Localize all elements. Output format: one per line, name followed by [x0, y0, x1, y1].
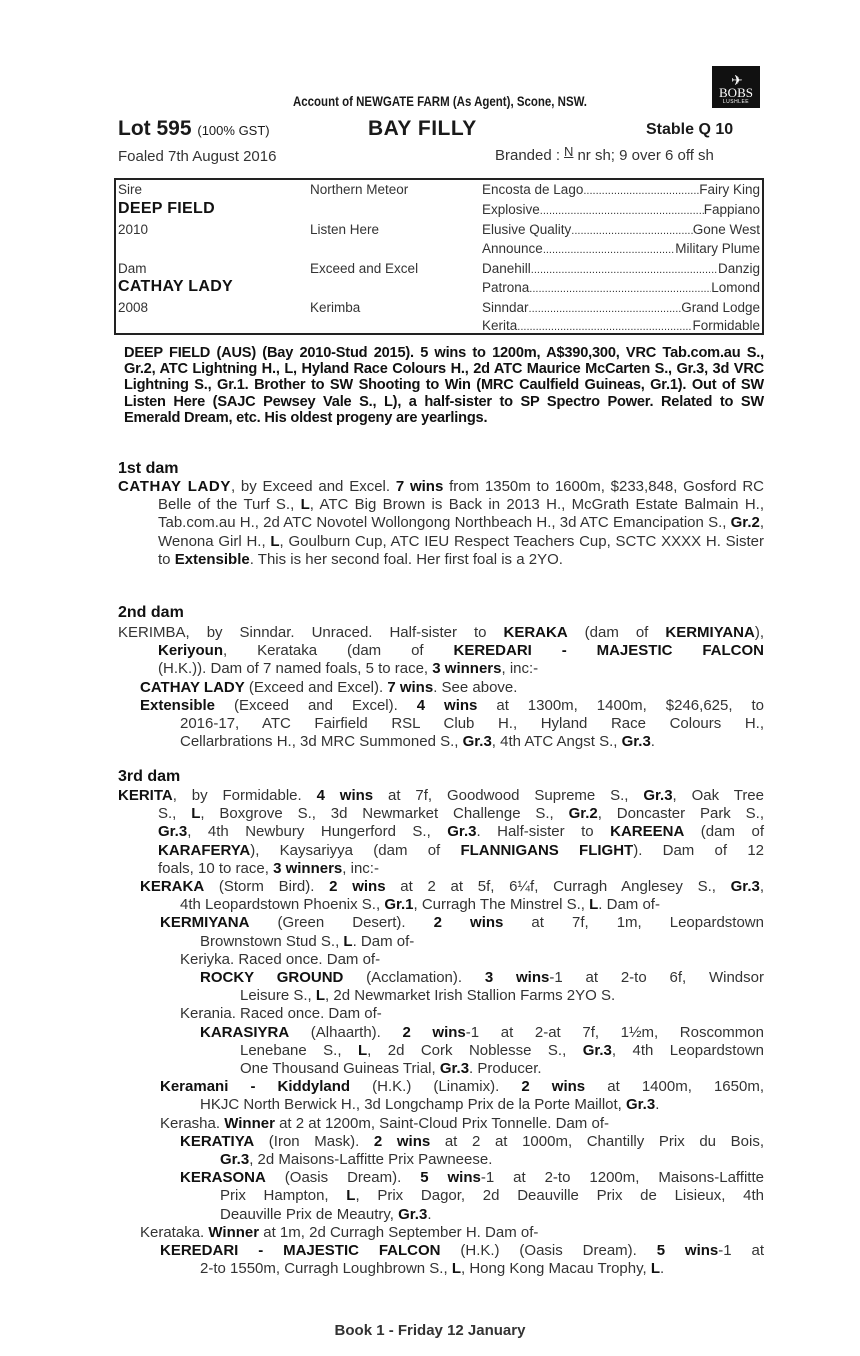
ancestor-sire: Fappiano: [703, 202, 760, 217]
bold-text: 7 wins: [387, 678, 434, 696]
dam-name: CATHAY LADY: [118, 278, 234, 295]
sibling-name: Extensible: [174, 550, 250, 568]
text: (dam of: [684, 823, 764, 841]
text: , Prix Dagor, 2d Deauville Prix de Lisieux, 4th: [355, 1187, 764, 1205]
bold-text: Gr.3: [220, 1151, 250, 1168]
ancestor-sire: Grand Lodge: [681, 300, 760, 315]
text: ,: [759, 878, 764, 895]
text: . Dam of-: [352, 932, 415, 950]
dam-year: 2008: [118, 300, 149, 315]
pedigree-line: [158, 860, 379, 878]
text: (H.K.) (Oasis Dream).: [440, 1242, 657, 1259]
pedigree-line: [200, 969, 764, 987]
text: ). Dam of 12: [633, 841, 765, 859]
brand-info: [495, 144, 714, 164]
text: .: [427, 1205, 432, 1223]
ancestor-sire: Military Plume: [675, 241, 760, 256]
pedigree-line: [240, 1060, 542, 1078]
bold-text: Gr.1: [384, 896, 414, 914]
dam-dam: Kerimba: [310, 300, 361, 315]
first-dam-record: [118, 478, 764, 569]
dam-sire: Exceed and Excel: [310, 261, 419, 276]
sire-dam: Listen Here: [310, 222, 380, 237]
pedigree-line: [220, 1206, 431, 1224]
pedigree-line: [140, 878, 764, 896]
text: (dam of: [567, 624, 666, 641]
text: (Exceed and Excel).: [244, 678, 388, 696]
listed: L: [300, 496, 310, 514]
foaled-date: Foaled 7th August 2016: [118, 148, 277, 165]
ancestor-sire: Danzig: [717, 261, 760, 276]
text: . Half-sister to: [476, 823, 611, 841]
ancestor: Explosive: [482, 202, 540, 217]
pedigree-line: [180, 1005, 382, 1023]
text: Leisure S.,: [240, 987, 316, 1005]
ancestor: Danehill: [482, 261, 531, 276]
leader-dots: [543, 241, 675, 256]
pedigree-line: [180, 951, 380, 969]
lot-title: BAY FILLY: [368, 117, 477, 140]
text: at 2 at 5f, 6¼f, Curragh Anglesey S.,: [385, 878, 731, 895]
sire-label: Sire: [118, 182, 143, 197]
text: HKJC North Berwick H., 3d Longchamp Prix de la Porte Maillot,: [200, 1096, 626, 1114]
leader-dots: [529, 280, 711, 295]
text: Kerania. Raced once. Dam of-: [180, 1005, 382, 1023]
text: , inc:-: [342, 859, 379, 877]
ancestor: Encosta de Lago: [482, 182, 584, 197]
lot-label: Lot 595: [118, 117, 192, 140]
pedigree-line: [160, 1078, 764, 1096]
bold-text: CATHAY LADY: [140, 678, 245, 696]
bold-text: KERATIYA: [180, 1132, 255, 1150]
text: at 1400m, 1650m,: [585, 1078, 764, 1096]
text: , 4th Leopardstown: [611, 1041, 764, 1059]
ancestor-sire: Formidable: [692, 318, 760, 333]
pedigree-line: [180, 715, 764, 733]
text: , ATC Big Brown is Back in 2013 H., McGrath Estate Balmain H., Tab.com.au H., 2d ATC Novotel Wollongong Northbeach H., 3d ATC Emancipation S.,: [158, 496, 765, 532]
bold-text: KERITA: [118, 787, 173, 804]
bold-text: L: [357, 1041, 368, 1059]
bold-text: FLANNIGANS FLIGHT: [460, 841, 634, 859]
text: 2016-17, ATC Fairfield RSL Club H., Hyland Race Colours H.,: [180, 715, 764, 732]
pedigree-line: [180, 896, 660, 914]
ancestor: Announce: [482, 241, 543, 256]
text: Keriyka. Raced once. Dam of-: [180, 950, 381, 968]
bold-text: KARAFERYA: [158, 841, 251, 859]
text: , inc:-: [501, 660, 539, 678]
text: (Alhaarth).: [289, 1023, 403, 1041]
bold-text: L: [589, 896, 599, 914]
text: at 2 at 1200m, Saint-Cloud Prix Tonnelle. Dam of-: [274, 1114, 609, 1132]
text: (Storm Bird).: [204, 878, 330, 895]
text: , Curragh The Minstrel S.,: [413, 896, 590, 914]
text: at 1300m, 1400m, $246,625, to: [477, 696, 764, 714]
dam-name: CATHAY LADY: [118, 478, 231, 495]
listed: L: [270, 532, 280, 550]
pedigree-line: [158, 842, 764, 860]
ancestor-sire: Lomond: [711, 280, 760, 295]
brand-detail: nr sh; 9 over 6 off sh: [577, 147, 714, 164]
text: , 4th Newbury Hungerford S.,: [187, 823, 448, 841]
text: .: [650, 733, 655, 751]
bold-text: 2 wins: [373, 1132, 431, 1150]
leader-dots: [531, 261, 718, 276]
bold-text: KERMIYANA: [160, 914, 250, 932]
bold-text: 2 wins: [329, 878, 386, 895]
text: . See above.: [433, 678, 518, 696]
brand-mark: N: [564, 144, 574, 159]
pedigree-line: [160, 1115, 609, 1133]
pedigree-line: [158, 642, 764, 660]
bold-text: L: [315, 987, 326, 1005]
text: , Oak Tree: [672, 787, 764, 804]
text: Cellarbrations H., 3d MRC Summoned S.,: [180, 733, 463, 751]
pedigree-line: [180, 1169, 764, 1187]
pedigree-line: [180, 1133, 764, 1151]
lot-number: [118, 117, 270, 141]
text: (Oasis Dream).: [265, 1169, 421, 1187]
text: , by Exceed and Excel.: [230, 478, 396, 495]
text: Kerataka.: [140, 1223, 209, 1241]
text: Kerasha.: [160, 1114, 225, 1132]
bold-text: Gr.2: [568, 805, 598, 823]
text: . Producer.: [469, 1060, 542, 1077]
bold-text: KEREDARI - MAJESTIC FALCON: [453, 642, 765, 660]
text: -1 at: [718, 1242, 765, 1259]
horse-rider-logo-icon: ✈: [731, 72, 741, 88]
text: (H.K.) (Linamix).: [350, 1078, 522, 1096]
bold-text: Gr.3: [730, 878, 760, 895]
text: , 4th ATC Angst S.,: [491, 733, 622, 751]
bold-text: Keriyoun: [158, 642, 224, 660]
text: at 2 at 1000m, Chantilly Prix du Bois,: [430, 1132, 764, 1150]
bold-text: L: [650, 1260, 661, 1278]
pedigree-line: [200, 1024, 764, 1042]
pedigree-line: [140, 697, 764, 715]
text: Lenebane S.,: [240, 1041, 358, 1059]
ancestor-sire: Gone West: [692, 222, 760, 237]
third-dam-heading: 3rd dam: [118, 768, 181, 785]
first-dam-heading: 1st dam: [118, 460, 179, 477]
text: -1 at 2-to 6f, Windsor: [549, 969, 764, 986]
pedigree-line: [180, 733, 655, 751]
pedigree-line: [200, 1096, 659, 1114]
dam-label: Dam: [118, 261, 147, 276]
bold-text: 2 wins: [521, 1078, 586, 1096]
bold-text: L: [191, 805, 201, 823]
text: KERIMBA, by Sinndar. Unraced. Half-sister to: [118, 624, 504, 641]
text: , 2d Cork Noblesse S.,: [367, 1041, 583, 1059]
bold-text: KERAKA: [140, 878, 205, 895]
pedigree-line: [220, 1151, 492, 1169]
pedigree-line: [160, 914, 764, 932]
text: .: [655, 1096, 660, 1114]
bold-text: L: [346, 1187, 356, 1205]
leader-dots: [571, 222, 692, 237]
pedigree-line: [200, 1260, 664, 1278]
ancestor: Patrona: [482, 280, 530, 295]
ancestor-row: [482, 182, 760, 197]
ancestor: Elusive Quality: [482, 222, 572, 237]
sire-summary: DEEP FIELD (AUS) (Bay 2010-Stud 2015). 5 wins to 1200m, A$390,300, VRC Tab.com.au S., Gr.2, ATC Lightning H., L, Hyland Race Colours H., 2d ATC Maurice McCarten S., Gr.3, 3d VRC Lightning S., Gr.1. Brother to SW Shooting to Win (MRC Caulfield Guineas, Gr.1). Out of SW Listen Here (SAJC Pewsey Vale S., L), a half-sister to SP Spectro Power. Related to SW Emerald Dream, etc. His oldest progeny are yearlings.: [124, 345, 764, 426]
sire-name: DEEP FIELD: [118, 200, 215, 217]
text: S.,: [158, 805, 192, 823]
ancestor-row: [482, 280, 760, 295]
pedigree-line: [140, 1224, 538, 1242]
sire-year: 2010: [118, 222, 149, 237]
pedigree-line: [118, 624, 764, 642]
bold-text: 5 wins: [420, 1169, 481, 1187]
text: ), Kaysariyya (dam of: [250, 841, 461, 859]
bold-text: 2 wins: [433, 914, 504, 932]
text: , Doncaster Park S.,: [597, 805, 764, 823]
text: .: [660, 1260, 665, 1278]
text: 2-to 1550m, Curragh Loughbrown S.,: [200, 1260, 452, 1278]
bold-text: Gr.3: [643, 787, 673, 804]
bold-text: Extensible: [140, 696, 216, 714]
text: (Exceed and Excel).: [215, 696, 417, 714]
ancestor-row: [482, 222, 760, 237]
pedigree-line: [158, 805, 764, 823]
text: (Iron Mask).: [254, 1132, 374, 1150]
pedigree-line: [140, 679, 517, 697]
text: foals, 10 to race,: [158, 859, 274, 877]
bold-text: L: [451, 1260, 461, 1278]
bobs-logo: [712, 66, 760, 108]
leader-dots: [529, 300, 682, 315]
ancestor-sire: Fairy King: [699, 182, 760, 197]
text: -1 at 2-at 7f, 1½m, Roscommon: [465, 1023, 764, 1041]
text: . This is her second foal. Her first foal is a 2YO.: [249, 550, 563, 568]
branded-label: Branded :: [495, 147, 561, 164]
text: Deauville Prix de Meautry,: [220, 1205, 399, 1223]
text: Brownstown Stud S.,: [200, 932, 344, 950]
text: (H.K.)). Dam of 7 named foals, 5 to race,: [158, 660, 433, 678]
bold-text: Winner: [224, 1114, 275, 1132]
text: 4th Leopardstown Phoenix S.,: [180, 896, 385, 914]
bold-text: KAREENA: [610, 823, 685, 841]
text: Prix Hampton,: [220, 1187, 347, 1205]
vendor-account: Account of NEWGATE FARM (As Agent), Scone, NSW.: [292, 93, 588, 109]
gst-note: (100% GST): [197, 123, 270, 138]
text: , Wenona Girl H.,: [158, 514, 764, 550]
text: (Acclamation).: [343, 969, 485, 986]
bold-text: L: [343, 932, 353, 950]
sire-sire: Northern Meteor: [310, 182, 409, 197]
leader-dots: [540, 202, 704, 217]
bold-text: KARASIYRA: [200, 1023, 290, 1041]
text: , Hong Kong Macau Trophy,: [461, 1260, 651, 1278]
pedigree-line: [118, 787, 764, 805]
ancestor-row: [482, 300, 760, 315]
pedigree-line: [158, 660, 538, 678]
bold-text: 3 wins: [484, 969, 550, 986]
catalogue-footer: Book 1 - Friday 12 January: [334, 1322, 526, 1339]
text: , Boxgrove S., 3d Newmarket Challenge S.,: [200, 805, 569, 823]
bold-text: Gr.3: [462, 733, 492, 751]
bold-text: 3 winners: [432, 660, 502, 678]
text: at 1m, 2d Curragh September H. Dam of-: [259, 1223, 539, 1241]
second-dam-heading: 2nd dam: [118, 604, 184, 621]
logo-subtext: LUSHLEE: [722, 99, 750, 105]
ancestor: Kerita: [482, 318, 518, 333]
text: at 7f, 1m, Leopardstown: [503, 914, 764, 932]
ancestor-row: [482, 318, 760, 333]
bold-text: Gr.3: [621, 733, 651, 751]
bold-text: 5 wins: [656, 1242, 719, 1259]
text: ),: [754, 624, 764, 641]
bold-text: KERAKA: [503, 624, 568, 641]
bold-text: 3 winners: [273, 859, 343, 877]
bold-text: 4 wins: [416, 696, 478, 714]
text: , by Formidable.: [172, 787, 317, 804]
text: . Dam of-: [598, 896, 660, 914]
text: (Green Desert).: [249, 914, 434, 932]
bold-text: 2 wins: [402, 1023, 466, 1041]
pedigree-line: [220, 1187, 764, 1205]
pedigree-line: [158, 823, 764, 841]
bold-text: Gr.3: [439, 1060, 470, 1077]
bold-text: Gr.3: [626, 1096, 656, 1114]
logo-text: BOBS: [719, 85, 753, 100]
bold-text: Gr.3: [447, 823, 477, 841]
bold-text: Gr.3: [582, 1041, 612, 1059]
text: -1 at 2-to 1200m, Maisons-Laffitte: [480, 1169, 764, 1187]
bold-text: Gr.3: [398, 1205, 428, 1223]
leader-dots: [583, 182, 699, 197]
pedigree-line: [160, 1242, 764, 1260]
text: One Thousand Guineas Trial,: [240, 1060, 440, 1077]
pedigree-line: [240, 1042, 764, 1060]
bold-text: KEREDARI - MAJESTIC FALCON: [160, 1242, 441, 1259]
text: , 2d Maisons-Laffitte Prix Pawneese.: [249, 1151, 493, 1168]
bold-text: KERMIYANA: [665, 624, 755, 641]
bold-text: KERASONA: [180, 1169, 266, 1187]
bold-text: ROCKY GROUND: [200, 969, 344, 986]
bold-text: Keramani - Kiddyland: [160, 1078, 351, 1096]
ancestor-row: [482, 202, 760, 217]
group: Gr.2: [730, 514, 760, 532]
ancestor: Sinndar: [482, 300, 529, 315]
ancestor-row: [482, 261, 760, 276]
stable-number: Stable Q 10: [646, 121, 734, 138]
text: , 2d Newmarket Irish Stallion Farms 2YO S.: [325, 987, 616, 1005]
pedigree-line: [240, 987, 615, 1005]
bold-text: Gr.3: [158, 823, 188, 841]
pedigree-line: [200, 933, 414, 951]
bold-text: Winner: [208, 1223, 260, 1241]
ancestor-row: [482, 241, 760, 256]
text: from 1350m to 1600m, $233,848, Gosford RC Belle of the Turf S.,: [158, 478, 764, 514]
text: at 7f, Goodwood Supreme S.,: [373, 787, 644, 804]
wins: 7 wins: [395, 478, 444, 495]
leader-dots: [517, 318, 692, 333]
text: , Kerataka (dam of: [223, 642, 454, 660]
bold-text: 4 wins: [316, 787, 374, 804]
text: , Goulburn Cup, ATC IEU Respect Teachers Cup, SCTC XXXX H. Sister to: [158, 532, 764, 568]
